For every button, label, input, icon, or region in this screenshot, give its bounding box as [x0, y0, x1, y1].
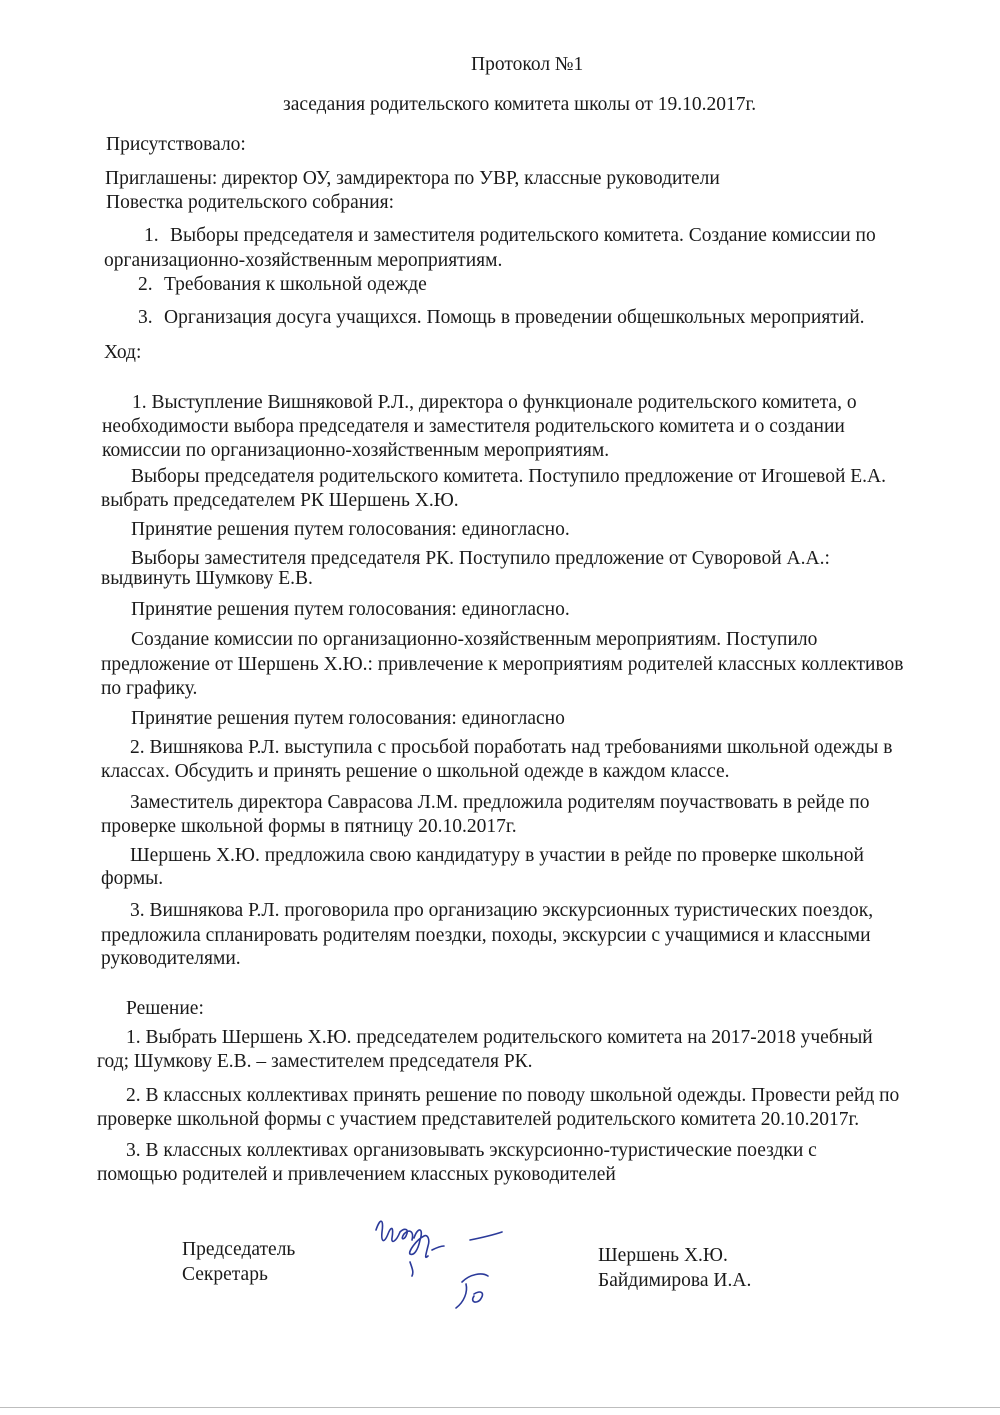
proceedings-line: Выборы заместителя председателя РК. Поступило предложение от Суворовой А.А.: — [131, 548, 830, 569]
document-subtitle: заседания родительского комитета школы от 19.10.2017г. — [283, 94, 757, 115]
proceedings-line: проверке школьной формы в пятницу 20.10.2017г. — [101, 816, 517, 837]
agenda-number: 3. — [138, 307, 153, 328]
agenda-item — [138, 305, 865, 330]
proceedings-line: Принятие решения путем голосования: единогласно — [131, 708, 565, 729]
chair-name: Шершень Х.Ю. — [598, 1245, 728, 1266]
proceedings-line: 2. Вишнякова Р.Л. выступила с просьбой поработать над требованиями школьной одежды в — [130, 737, 893, 758]
proceedings-line: Создание комиссии по организационно-хозяйственным мероприятиям. Поступило — [131, 629, 818, 650]
chair-signature-tick — [410, 1262, 413, 1276]
proceedings-heading: Ход: — [104, 342, 142, 363]
decision-line: проверке школьной формы с участием представителей родительского комитета 20.10.2017г. — [97, 1109, 860, 1130]
agenda-text: Организация досуга учащихся. Помощь в проведении общешкольных мероприятий. — [164, 307, 865, 328]
proceedings-line: предложение от Шершень Х.Ю.: привлечение к мероприятиям родителей классных коллективов — [101, 654, 904, 675]
agenda-number: 1. — [144, 225, 159, 246]
decision-line: 2. В классных коллективах принять решение по поводу школьной одежды. Провести рейд по — [126, 1085, 900, 1106]
agenda-heading: Повестка родительского собрания: — [106, 192, 395, 213]
proceedings-line: Принятие решения путем голосования: единогласно. — [131, 599, 570, 620]
handwritten-signatures — [370, 1210, 520, 1320]
proceedings-line: формы. — [101, 868, 164, 889]
proceedings-line: 1. Выступление Вишняковой Р.Л., директора о функционале родительского комитета, о — [132, 392, 857, 413]
proceedings-line: Выборы председателя родительского комитета. Поступило предложение от Игошевой Е.А. — [131, 466, 886, 487]
proceedings-line: руководителями. — [101, 948, 241, 969]
proceedings-line: Принятие решения путем голосования: единогласно. — [131, 519, 570, 540]
signature-ink — [376, 1221, 502, 1308]
agenda-item — [138, 272, 427, 297]
proceedings-line: Заместитель директора Саврасова Л.М. предложила родителям поучаствовать в рейде по — [130, 792, 870, 813]
proceedings-line: 3. Вишнякова Р.Л. проговорила про организацию экскурсионных туристических поездок, — [130, 900, 874, 921]
decision-line: год; Шумкову Е.В. – заместителем председателя РК. — [97, 1051, 533, 1072]
agenda-text: Выборы председателя и заместителя родительского комитета. Создание комиссии по — [170, 225, 876, 246]
decision-heading: Решение: — [126, 998, 204, 1019]
proceedings-line: выбрать председателем РК Шершень Х.Ю. — [101, 490, 459, 511]
proceedings-line: предложила спланировать родителям поездки, походы, экскурсии с учащимися и классными — [101, 925, 871, 946]
secretary-role: Секретарь — [182, 1264, 268, 1285]
secretary-signature — [456, 1274, 488, 1308]
chair-signature — [376, 1221, 502, 1257]
agenda-item — [144, 223, 876, 248]
proceedings-line: необходимости выбора председателя и заместителя родительского комитета и о создании — [102, 416, 845, 437]
document-title: Протокол №1 — [471, 54, 584, 75]
secretary-name: Байдимирова И.А. — [598, 1270, 752, 1291]
chair-role: Председатель — [182, 1239, 296, 1260]
present-label: Присутствовало: — [106, 134, 246, 155]
agenda-number: 2. — [138, 274, 153, 295]
decision-line: помощью родителей и привлечением классных руководителей — [97, 1164, 616, 1185]
proceedings-line: комиссии по организационно-хозяйственным мероприятиям. — [102, 440, 610, 461]
proceedings-line: выдвинуть Шумкову Е.В. — [101, 568, 313, 589]
agenda-item-continued: организационно-хозяйственным мероприятиям. — [104, 250, 503, 271]
page-bottom-edge — [0, 1407, 1000, 1408]
decision-line: 3. В классных коллективах организовывать экскурсионно-туристические поездки с — [126, 1140, 817, 1161]
proceedings-line: классах. Обсудить и принять решение о школьной одежде в каждом классе. — [101, 761, 730, 782]
proceedings-line: Шершень Х.Ю. предложила свою кандидатуру в участии в рейде по проверке школьной — [130, 845, 864, 866]
proceedings-line: по графику. — [101, 678, 198, 699]
agenda-text: Требования к школьной одежде — [164, 274, 427, 295]
decision-line: 1. Выбрать Шершень Х.Ю. председателем родительского комитета на 2017-2018 учебный — [126, 1027, 873, 1048]
invited-line: Приглашены: директор ОУ, замдиректора по УВР, классные руководители — [105, 168, 720, 189]
